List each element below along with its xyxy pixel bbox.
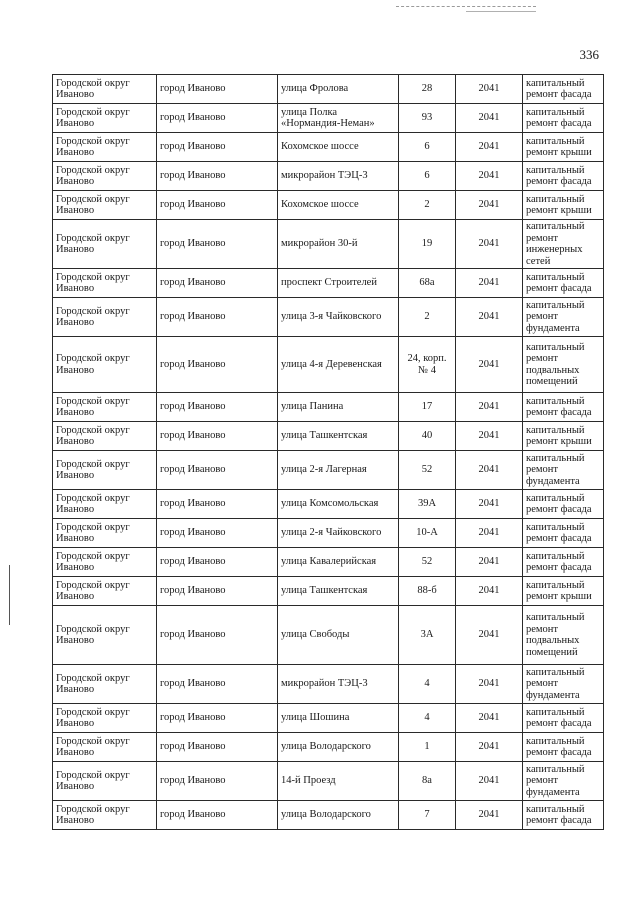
okrug-cell: Городской округ Иваново	[53, 220, 157, 269]
page-number: 336	[579, 47, 599, 62]
year-cell: 2041	[456, 75, 523, 104]
street-cell: 14-й Проезд	[278, 762, 399, 801]
house-number-cell: 17	[399, 393, 456, 422]
table-row	[53, 577, 604, 606]
table-row	[53, 704, 604, 733]
okrug-cell: Городской округ Иваново	[53, 762, 157, 801]
okrug-cell: Городской округ Иваново	[53, 801, 157, 830]
table-row	[53, 104, 604, 133]
house-number-cell: 2	[399, 191, 456, 220]
house-number-cell: 4	[399, 665, 456, 704]
street-cell: микрорайон ТЭЦ-3	[278, 162, 399, 191]
street-cell: улица 4-я Деревенская	[278, 337, 399, 393]
street-cell: улица 2-я Лагерная	[278, 451, 399, 490]
city-cell: город Иваново	[157, 451, 278, 490]
table-row	[53, 133, 604, 162]
table-row	[53, 548, 604, 577]
street-cell: микрорайон 30-й	[278, 220, 399, 269]
okrug-cell: Городской округ Иваново	[53, 606, 157, 665]
city-cell: город Иваново	[157, 133, 278, 162]
street-cell: улица Кавалерийская	[278, 548, 399, 577]
work-type-cell: капитальный ремонт крыши	[523, 422, 604, 451]
year-cell: 2041	[456, 548, 523, 577]
street-cell: улица 3-я Чайковского	[278, 298, 399, 337]
city-cell: город Иваново	[157, 606, 278, 665]
table-row	[53, 451, 604, 490]
work-type-cell: капитальный ремонт крыши	[523, 577, 604, 606]
city-cell: город Иваново	[157, 704, 278, 733]
year-cell: 2041	[456, 104, 523, 133]
house-number-cell: 6	[399, 133, 456, 162]
city-cell: город Иваново	[157, 762, 278, 801]
house-number-cell: 6	[399, 162, 456, 191]
scan-artifact-line	[466, 11, 536, 13]
house-number-cell: 2	[399, 298, 456, 337]
work-type-cell: капитальный ремонт крыши	[523, 191, 604, 220]
city-cell: город Иваново	[157, 577, 278, 606]
work-type-cell: капитальный ремонт инженерных сетей	[523, 220, 604, 269]
city-cell: город Иваново	[157, 75, 278, 104]
year-cell: 2041	[456, 220, 523, 269]
table-row	[53, 490, 604, 519]
city-cell: город Иваново	[157, 490, 278, 519]
street-cell: улица Володарского	[278, 733, 399, 762]
city-cell: город Иваново	[157, 269, 278, 298]
table-row	[53, 269, 604, 298]
street-cell: улица Ташкентская	[278, 422, 399, 451]
street-cell: Кохомское шоссе	[278, 191, 399, 220]
table-row	[53, 393, 604, 422]
street-cell: улица Шошина	[278, 704, 399, 733]
year-cell: 2041	[456, 490, 523, 519]
okrug-cell: Городской округ Иваново	[53, 162, 157, 191]
year-cell: 2041	[456, 337, 523, 393]
work-type-cell: капитальный ремонт фасада	[523, 75, 604, 104]
work-type-cell: капитальный ремонт фасада	[523, 801, 604, 830]
city-cell: город Иваново	[157, 191, 278, 220]
street-cell: улица Свободы	[278, 606, 399, 665]
work-type-cell: капитальный ремонт фасада	[523, 490, 604, 519]
city-cell: город Иваново	[157, 548, 278, 577]
year-cell: 2041	[456, 606, 523, 665]
okrug-cell: Городской округ Иваново	[53, 704, 157, 733]
okrug-cell: Городской округ Иваново	[53, 490, 157, 519]
table-row	[53, 298, 604, 337]
year-cell: 2041	[456, 162, 523, 191]
house-number-cell: 88-б	[399, 577, 456, 606]
okrug-cell: Городской округ Иваново	[53, 269, 157, 298]
year-cell: 2041	[456, 704, 523, 733]
okrug-cell: Городской округ Иваново	[53, 422, 157, 451]
house-number-cell: 28	[399, 75, 456, 104]
year-cell: 2041	[456, 519, 523, 548]
scan-artifact-line	[396, 6, 536, 8]
year-cell: 2041	[456, 762, 523, 801]
street-cell: улица 2-я Чайковского	[278, 519, 399, 548]
table-row	[53, 162, 604, 191]
year-cell: 2041	[456, 665, 523, 704]
repair-register-table	[52, 74, 604, 830]
table-body	[53, 75, 604, 830]
year-cell: 2041	[456, 393, 523, 422]
house-number-cell: 1	[399, 733, 456, 762]
okrug-cell: Городской округ Иваново	[53, 548, 157, 577]
city-cell: город Иваново	[157, 162, 278, 191]
okrug-cell: Городской округ Иваново	[53, 191, 157, 220]
work-type-cell: капитальный ремонт фундамента	[523, 451, 604, 490]
city-cell: город Иваново	[157, 220, 278, 269]
work-type-cell: капитальный ремонт подвальных помещений	[523, 606, 604, 665]
street-cell: улица Володарского	[278, 801, 399, 830]
okrug-cell: Городской округ Иваново	[53, 298, 157, 337]
house-number-cell: 10-А	[399, 519, 456, 548]
table-row	[53, 220, 604, 269]
table-row	[53, 665, 604, 704]
year-cell: 2041	[456, 191, 523, 220]
okrug-cell: Городской округ Иваново	[53, 665, 157, 704]
house-number-cell: 7	[399, 801, 456, 830]
table-row	[53, 422, 604, 451]
table-row	[53, 519, 604, 548]
work-type-cell: капитальный ремонт фундамента	[523, 762, 604, 801]
house-number-cell: 52	[399, 548, 456, 577]
okrug-cell: Городской округ Иваново	[53, 451, 157, 490]
work-type-cell: капитальный ремонт крыши	[523, 133, 604, 162]
city-cell: город Иваново	[157, 298, 278, 337]
street-cell: микрорайон ТЭЦ-3	[278, 665, 399, 704]
year-cell: 2041	[456, 801, 523, 830]
house-number-cell: 4	[399, 704, 456, 733]
okrug-cell: Городской округ Иваново	[53, 577, 157, 606]
work-type-cell: капитальный ремонт фундамента	[523, 665, 604, 704]
table-row	[53, 801, 604, 830]
city-cell: город Иваново	[157, 665, 278, 704]
table-row	[53, 762, 604, 801]
work-type-cell: капитальный ремонт фасада	[523, 393, 604, 422]
street-cell: улица Полка «Нормандия-Неман»	[278, 104, 399, 133]
table-row	[53, 337, 604, 393]
city-cell: город Иваново	[157, 801, 278, 830]
year-cell: 2041	[456, 577, 523, 606]
street-cell: проспект Строителей	[278, 269, 399, 298]
okrug-cell: Городской округ Иваново	[53, 337, 157, 393]
work-type-cell: капитальный ремонт фасада	[523, 519, 604, 548]
year-cell: 2041	[456, 133, 523, 162]
house-number-cell: 8а	[399, 762, 456, 801]
margin-mark	[9, 565, 10, 625]
table-row	[53, 606, 604, 665]
work-type-cell: капитальный ремонт фасада	[523, 733, 604, 762]
city-cell: город Иваново	[157, 393, 278, 422]
year-cell: 2041	[456, 269, 523, 298]
okrug-cell: Городской округ Иваново	[53, 104, 157, 133]
work-type-cell: капитальный ремонт фасада	[523, 104, 604, 133]
work-type-cell: капитальный ремонт фасада	[523, 162, 604, 191]
house-number-cell: 68а	[399, 269, 456, 298]
year-cell: 2041	[456, 422, 523, 451]
table-row	[53, 191, 604, 220]
street-cell: улица Комсомольская	[278, 490, 399, 519]
work-type-cell: капитальный ремонт фасада	[523, 269, 604, 298]
work-type-cell: капитальный ремонт фундамента	[523, 298, 604, 337]
table-row	[53, 733, 604, 762]
city-cell: город Иваново	[157, 337, 278, 393]
city-cell: город Иваново	[157, 104, 278, 133]
house-number-cell: 40	[399, 422, 456, 451]
work-type-cell: капитальный ремонт подвальных помещений	[523, 337, 604, 393]
year-cell: 2041	[456, 451, 523, 490]
year-cell: 2041	[456, 733, 523, 762]
house-number-cell: 52	[399, 451, 456, 490]
table-row	[53, 75, 604, 104]
city-cell: город Иваново	[157, 733, 278, 762]
street-cell: улица Фролова	[278, 75, 399, 104]
house-number-cell: 3А	[399, 606, 456, 665]
okrug-cell: Городской округ Иваново	[53, 733, 157, 762]
year-cell: 2041	[456, 298, 523, 337]
okrug-cell: Городской округ Иваново	[53, 519, 157, 548]
work-type-cell: капитальный ремонт фасада	[523, 704, 604, 733]
house-number-cell: 93	[399, 104, 456, 133]
okrug-cell: Городской округ Иваново	[53, 75, 157, 104]
street-cell: улица Ташкентская	[278, 577, 399, 606]
city-cell: город Иваново	[157, 519, 278, 548]
house-number-cell: 19	[399, 220, 456, 269]
okrug-cell: Городской округ Иваново	[53, 133, 157, 162]
house-number-cell: 24, корп. № 4	[399, 337, 456, 393]
street-cell: улица Панина	[278, 393, 399, 422]
city-cell: город Иваново	[157, 422, 278, 451]
house-number-cell: 39А	[399, 490, 456, 519]
street-cell: Кохомское шоссе	[278, 133, 399, 162]
okrug-cell: Городской округ Иваново	[53, 393, 157, 422]
work-type-cell: капитальный ремонт фасада	[523, 548, 604, 577]
